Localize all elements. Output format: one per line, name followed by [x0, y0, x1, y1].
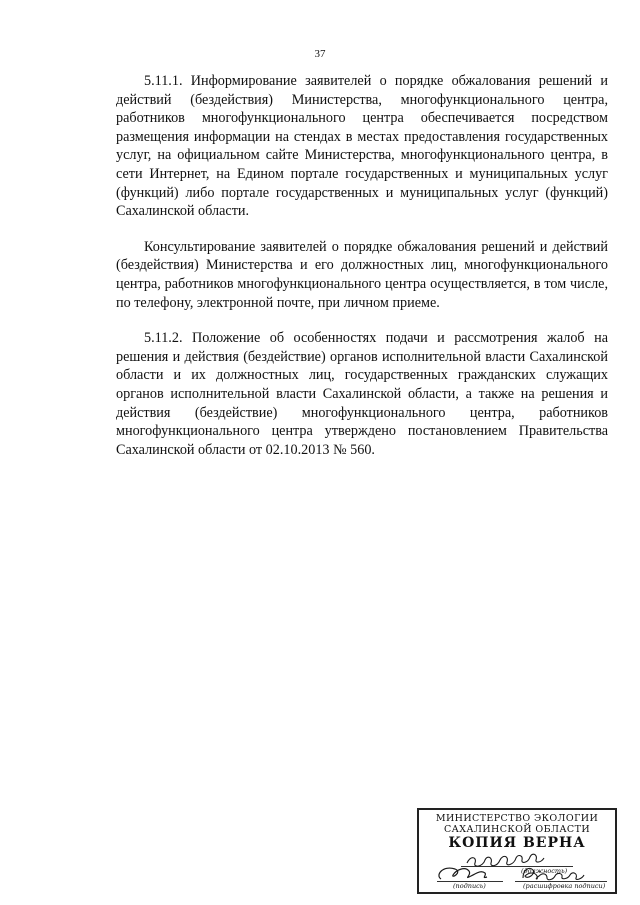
stamp-org-line-2: САХАЛИНСКОЙ ОБЛАСТИ: [443, 824, 590, 835]
certification-stamp: [417, 808, 617, 894]
stamp-title: КОПИЯ ВЕРНА: [448, 835, 586, 851]
decoding-caption: (расшифровка подписи): [523, 882, 606, 890]
position-caption: (должность): [521, 867, 568, 875]
handwriting-ink: [419, 810, 615, 892]
handwritten-name-scribble: [523, 868, 584, 879]
page-number: 37: [314, 48, 326, 60]
document-body: [116, 72, 608, 476]
handwritten-position-scribble: [467, 854, 544, 866]
signature-caption: (подпись): [453, 882, 486, 890]
stamp-org-line-1: МИНИСТЕРСТВО ЭКОЛОГИИ: [435, 813, 599, 824]
signature-scribble: [439, 868, 487, 879]
paragraph-consulting: Консультирование заявителей о порядке обжалования решений и действий (бездействия) Министерства и его должностных лиц, многофункционального центра, работников многофункционального центра осуществляется, в том числе, по телефону, электронной почте, при личном приеме.: [116, 238, 608, 311]
paragraph-5-11-1: 5.11.1. Информирование заявителей о порядке обжалования решений и действий (бездействия) Министерства, многофункционального центра, работников многофункционального центра обеспечивается посредством размещения информации на стендах в местах предоставления государственных услуг, на официальном сайте Министерства, многофункционального центра, в сети Интернет, на Едином портале государственных и муниципальных услуг (функций) либо портале государственных и муниципальных услуг (функций) Сахалинской области.: [116, 73, 608, 220]
paragraph-5-11-2: 5.11.2. Положение об особенностях подачи и рассмотрения жалоб на решения и действия (бездействие) органов исполнительной власти Сахалинской области и их должностных лиц, государственных гражданских служащих органов исполнительной власти Сахалинской области, а также на решения и действия (бездействие) многофункционального центра, работников многофункционального центра утверждено постановлением Правительства Сахалинской области от 02.10.2013 № 560.: [116, 330, 608, 458]
